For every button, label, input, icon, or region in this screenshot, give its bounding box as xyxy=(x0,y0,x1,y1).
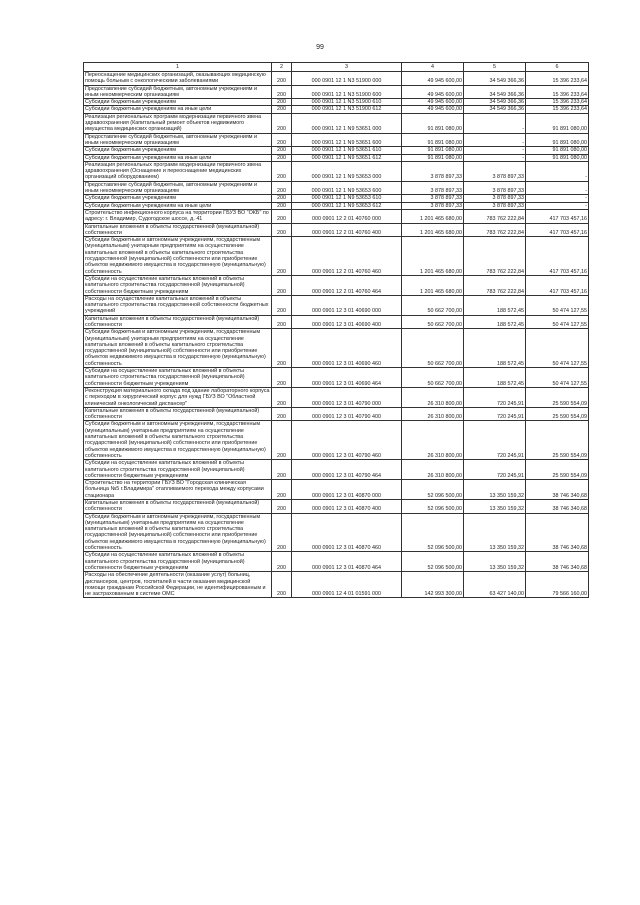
row-approved-cell: 142 993 300,00 xyxy=(402,572,464,598)
row-executed-cell: 13 350 159,32 xyxy=(464,513,526,552)
row-executed-cell: 720 245,91 xyxy=(464,421,526,460)
row-kbk-cell: 000 0901 12 3 01 40690 400 xyxy=(292,315,402,329)
row-kbk-cell: 000 0901 12 3 01 40690 000 xyxy=(292,295,402,315)
table-row xyxy=(84,237,589,276)
row-unexecuted-cell: 91 891 080,00 xyxy=(526,113,589,133)
row-kbk-cell: 000 0901 12 3 01 40870 460 xyxy=(292,513,402,552)
row-code-cell: 200 xyxy=(272,329,292,368)
row-name-cell: Капитальные вложения в объекты государственной (муниципальной) собственности xyxy=(84,407,272,421)
table-row xyxy=(84,513,589,552)
row-kbk-cell: 000 0901 12 2 01 40760 400 xyxy=(292,223,402,237)
row-approved-cell: 50 662 700,00 xyxy=(402,368,464,388)
row-approved-cell: 49 945 600,00 xyxy=(402,99,464,106)
row-name-cell: Субсидии бюджетным учреждениям xyxy=(84,99,272,106)
row-approved-cell: 91 891 080,00 xyxy=(402,154,464,161)
row-approved-cell: 49 945 600,00 xyxy=(402,106,464,113)
row-unexecuted-cell: 417 703 457,16 xyxy=(526,209,589,223)
row-unexecuted-cell: 38 746 340,68 xyxy=(526,552,589,572)
table-row xyxy=(84,209,589,223)
row-code-cell: 200 xyxy=(272,181,292,195)
row-name-cell: Расходы на обеспечение деятельности (оказание услуг) больниц, диспансеров, центров, госпиталей в части оказания медицинской помощи гражданам Российской Федерации, не идентифицированным и не застрахованным в системе ОМС xyxy=(84,572,272,598)
row-name-cell: Переоснащение медицинских организаций, оказывающих медицинскую помощь больным с онкологическими заболеваниями xyxy=(84,72,272,86)
row-name-cell: Предоставление субсидий бюджетным, автономным учреждениям и иным некоммерческим организациям xyxy=(84,181,272,195)
row-approved-cell: 26 310 800,00 xyxy=(402,387,464,407)
row-approved-cell: 91 891 080,00 xyxy=(402,133,464,147)
table-row xyxy=(84,147,589,154)
row-code-cell: 200 xyxy=(272,209,292,223)
table-row xyxy=(84,195,589,202)
row-unexecuted-cell: 38 746 340,68 xyxy=(526,513,589,552)
row-unexecuted-cell: 91 891 080,00 xyxy=(526,154,589,161)
table-row xyxy=(84,202,589,209)
row-name-cell: Капитальные вложения в объекты государственной (муниципальной) собственности xyxy=(84,223,272,237)
row-code-cell: 200 xyxy=(272,223,292,237)
row-code-cell: 200 xyxy=(272,295,292,315)
header-col-5: 5 xyxy=(464,63,526,72)
table-row xyxy=(84,161,589,181)
row-unexecuted-cell: 50 474 127,55 xyxy=(526,368,589,388)
row-executed-cell: - xyxy=(464,113,526,133)
row-code-cell: 200 xyxy=(272,113,292,133)
table-row xyxy=(84,572,589,598)
row-approved-cell: 49 945 600,00 xyxy=(402,85,464,99)
row-code-cell: 200 xyxy=(272,315,292,329)
row-unexecuted-cell: 50 474 127,55 xyxy=(526,295,589,315)
row-name-cell: Реализация региональных программ модернизации первичного звена здравоохранения (Капитальный ремонт объектов недвижимого имущества медицинских организаций) xyxy=(84,113,272,133)
row-code-cell: 200 xyxy=(272,407,292,421)
row-name-cell: Предоставление субсидий бюджетным, автономным учреждениям и иным некоммерческим организациям xyxy=(84,133,272,147)
row-kbk-cell: 000 0901 12 1 N3 51900 612 xyxy=(292,106,402,113)
row-executed-cell: 34 549 366,36 xyxy=(464,72,526,86)
row-kbk-cell: 000 0901 12 3 01 40690 464 xyxy=(292,368,402,388)
row-code-cell: 200 xyxy=(272,500,292,514)
table-row xyxy=(84,500,589,514)
row-unexecuted-cell: 91 891 080,00 xyxy=(526,147,589,154)
row-kbk-cell: 000 0901 12 1 N9 53653 600 xyxy=(292,181,402,195)
row-executed-cell: 720 245,91 xyxy=(464,407,526,421)
row-name-cell: Субсидии бюджетным и автономным учреждениям, государственным (муниципальным) унитарным предприятиям на осуществление капитальных вложений в объекты капитального строительства государственной (муниципальной) собственности или приобретение объектов недвижимого имущества в государственную (муниципальную) собственность xyxy=(84,237,272,276)
table-row xyxy=(84,295,589,315)
row-approved-cell: 49 945 600,00 xyxy=(402,72,464,86)
row-unexecuted-cell: 50 474 127,55 xyxy=(526,315,589,329)
row-name-cell: Реализация региональных программ модернизации первичного звена здравоохранения (Оснащение и переоснащение медицинских организаций оборудованием) xyxy=(84,161,272,181)
row-name-cell: Капитальные вложения в объекты государственной (муниципальной) собственности xyxy=(84,500,272,514)
row-executed-cell: 34 549 366,36 xyxy=(464,85,526,99)
table-row xyxy=(84,407,589,421)
table-row xyxy=(84,387,589,407)
table-header-row xyxy=(84,63,589,72)
table-row xyxy=(84,133,589,147)
row-approved-cell: 26 310 800,00 xyxy=(402,460,464,480)
row-unexecuted-cell: 38 746 340,68 xyxy=(526,480,589,500)
table-row xyxy=(84,275,589,295)
row-approved-cell: 52 096 500,00 xyxy=(402,513,464,552)
row-executed-cell: 720 245,91 xyxy=(464,387,526,407)
row-name-cell: Субсидии бюджетным учреждениям на иные цели xyxy=(84,154,272,161)
row-approved-cell: 52 096 500,00 xyxy=(402,480,464,500)
row-approved-cell: 1 201 465 680,00 xyxy=(402,237,464,276)
header-col-4: 4 xyxy=(402,63,464,72)
row-unexecuted-cell: - xyxy=(526,161,589,181)
row-approved-cell: 26 310 800,00 xyxy=(402,421,464,460)
table-row xyxy=(84,154,589,161)
row-name-cell: Субсидии бюджетным и автономным учреждениям, государственным (муниципальным) унитарным предприятиям на осуществление капитальных вложений в объекты капитального строительства государственной (муниципальной) собственности или приобретение объектов недвижимого имущества в государственную (муниципальную) собственность xyxy=(84,513,272,552)
row-code-cell: 200 xyxy=(272,99,292,106)
row-unexecuted-cell: 50 474 127,55 xyxy=(526,329,589,368)
row-code-cell: 200 xyxy=(272,368,292,388)
row-unexecuted-cell: 417 703 457,16 xyxy=(526,237,589,276)
row-code-cell: 200 xyxy=(272,161,292,181)
table-row xyxy=(84,99,589,106)
table-row xyxy=(84,368,589,388)
row-name-cell: Субсидии бюджетным учреждениям на иные цели xyxy=(84,202,272,209)
table-row xyxy=(84,552,589,572)
row-kbk-cell: 000 0901 12 2 01 40760 460 xyxy=(292,237,402,276)
header-col-6: 6 xyxy=(526,63,589,72)
row-kbk-cell: 000 0901 12 1 N9 53651 612 xyxy=(292,154,402,161)
row-executed-cell: - xyxy=(464,147,526,154)
table-row xyxy=(84,106,589,113)
row-name-cell: Субсидии на осуществление капитальных вложений в объекты капитального строительства государственной (муниципальной) собственности бюджетным учреждениям xyxy=(84,460,272,480)
row-code-cell: 200 xyxy=(272,106,292,113)
row-executed-cell: 3 878 897,33 xyxy=(464,195,526,202)
row-kbk-cell: 000 0901 12 3 01 40870 464 xyxy=(292,552,402,572)
row-code-cell: 200 xyxy=(272,147,292,154)
row-executed-cell: 63 427 140,00 xyxy=(464,572,526,598)
row-code-cell: 200 xyxy=(272,85,292,99)
row-code-cell: 200 xyxy=(272,421,292,460)
row-unexecuted-cell: 15 396 233,64 xyxy=(526,106,589,113)
row-code-cell: 200 xyxy=(272,552,292,572)
row-code-cell: 200 xyxy=(272,202,292,209)
row-code-cell: 200 xyxy=(272,237,292,276)
row-name-cell: Субсидии бюджетным учреждениям xyxy=(84,147,272,154)
row-executed-cell: 34 549 366,36 xyxy=(464,99,526,106)
budget-table xyxy=(83,62,589,598)
row-unexecuted-cell: 25 590 554,09 xyxy=(526,460,589,480)
row-approved-cell: 91 891 080,00 xyxy=(402,113,464,133)
header-col-3: 3 xyxy=(292,63,402,72)
row-approved-cell: 3 878 897,33 xyxy=(402,195,464,202)
row-unexecuted-cell: 15 396 233,64 xyxy=(526,85,589,99)
table-row xyxy=(84,72,589,86)
row-kbk-cell: 000 0901 12 1 N9 53653 610 xyxy=(292,195,402,202)
row-approved-cell: 26 310 800,00 xyxy=(402,407,464,421)
row-unexecuted-cell: 25 590 554,09 xyxy=(526,407,589,421)
row-executed-cell: 3 878 897,33 xyxy=(464,202,526,209)
row-kbk-cell: 000 0901 12 3 01 40870 000 xyxy=(292,480,402,500)
row-unexecuted-cell: 91 891 080,00 xyxy=(526,133,589,147)
row-name-cell: Субсидии бюджетным учреждениям на иные цели xyxy=(84,106,272,113)
row-approved-cell: 50 662 700,00 xyxy=(402,329,464,368)
row-approved-cell: 50 662 700,00 xyxy=(402,295,464,315)
row-code-cell: 200 xyxy=(272,133,292,147)
row-executed-cell: - xyxy=(464,154,526,161)
row-kbk-cell: 000 0901 12 3 01 40790 460 xyxy=(292,421,402,460)
row-code-cell: 200 xyxy=(272,460,292,480)
row-kbk-cell: 000 0901 12 1 N9 53653 612 xyxy=(292,202,402,209)
table-row xyxy=(84,480,589,500)
header-col-1: 1 xyxy=(84,63,272,72)
row-unexecuted-cell: 15 396 233,64 xyxy=(526,72,589,86)
row-executed-cell: 783 762 222,84 xyxy=(464,209,526,223)
row-approved-cell: 3 878 897,33 xyxy=(402,181,464,195)
row-name-cell: Расходы на осуществление капитальных вложений в объекты капитального строительства государственной собственности бюджетных учреждений xyxy=(84,295,272,315)
row-executed-cell: 720 245,91 xyxy=(464,460,526,480)
table-row xyxy=(84,460,589,480)
row-code-cell: 200 xyxy=(272,195,292,202)
row-unexecuted-cell: - xyxy=(526,202,589,209)
row-kbk-cell: 000 0901 12 1 N3 51900 610 xyxy=(292,99,402,106)
row-kbk-cell: 000 0901 12 1 N9 53651 610 xyxy=(292,147,402,154)
table-row xyxy=(84,223,589,237)
row-kbk-cell: 000 0901 12 1 N9 53651 000 xyxy=(292,113,402,133)
row-kbk-cell: 000 0901 12 1 N9 53653 000 xyxy=(292,161,402,181)
row-kbk-cell: 000 0901 12 1 N3 51900 000 xyxy=(292,72,402,86)
row-code-cell: 200 xyxy=(272,572,292,598)
row-approved-cell: 3 878 897,33 xyxy=(402,202,464,209)
row-approved-cell: 3 878 897,33 xyxy=(402,161,464,181)
row-approved-cell: 1 201 465 680,00 xyxy=(402,275,464,295)
row-code-cell: 200 xyxy=(272,387,292,407)
row-executed-cell: 3 878 897,33 xyxy=(464,161,526,181)
page-number: 99 xyxy=(316,44,324,51)
row-approved-cell: 50 662 700,00 xyxy=(402,315,464,329)
row-kbk-cell: 000 0901 12 3 01 40690 460 xyxy=(292,329,402,368)
row-code-cell: 200 xyxy=(272,275,292,295)
row-code-cell: 200 xyxy=(272,513,292,552)
row-approved-cell: 1 201 465 680,00 xyxy=(402,223,464,237)
row-executed-cell: 188 572,45 xyxy=(464,295,526,315)
table-row xyxy=(84,421,589,460)
row-name-cell: Субсидии на осуществление капитальных вложений в объекты капитального строительства государственной (муниципальной) собственности бюджетным учреждениям xyxy=(84,275,272,295)
row-unexecuted-cell: 25 590 554,09 xyxy=(526,387,589,407)
row-unexecuted-cell: - xyxy=(526,181,589,195)
row-kbk-cell: 000 0901 12 4 01 01591 000 xyxy=(292,572,402,598)
row-executed-cell: 34 549 366,36 xyxy=(464,106,526,113)
row-executed-cell: 3 878 897,33 xyxy=(464,181,526,195)
row-kbk-cell: 000 0901 12 3 01 40790 000 xyxy=(292,387,402,407)
row-code-cell: 200 xyxy=(272,154,292,161)
row-approved-cell: 91 891 080,00 xyxy=(402,147,464,154)
row-unexecuted-cell: - xyxy=(526,195,589,202)
row-unexecuted-cell: 417 703 457,16 xyxy=(526,223,589,237)
row-executed-cell: 783 762 222,84 xyxy=(464,275,526,295)
row-kbk-cell: 000 0901 12 2 01 40760 464 xyxy=(292,275,402,295)
row-approved-cell: 52 096 500,00 xyxy=(402,500,464,514)
row-unexecuted-cell: 15 396 233,64 xyxy=(526,99,589,106)
row-unexecuted-cell: 25 590 554,09 xyxy=(526,421,589,460)
row-executed-cell: - xyxy=(464,133,526,147)
row-kbk-cell: 000 0901 12 3 01 40790 464 xyxy=(292,460,402,480)
row-name-cell: Предоставление субсидий бюджетным, автономным учреждениям и иным некоммерческим организациям xyxy=(84,85,272,99)
row-kbk-cell: 000 0901 12 3 01 40790 400 xyxy=(292,407,402,421)
row-executed-cell: 188 572,45 xyxy=(464,329,526,368)
row-unexecuted-cell: 417 703 457,16 xyxy=(526,275,589,295)
row-executed-cell: 13 350 159,32 xyxy=(464,480,526,500)
row-kbk-cell: 000 0901 12 1 N9 53651 600 xyxy=(292,133,402,147)
table-row xyxy=(84,181,589,195)
table-row xyxy=(84,113,589,133)
table-row xyxy=(84,315,589,329)
row-unexecuted-cell: 79 566 160,00 xyxy=(526,572,589,598)
row-approved-cell: 1 201 465 680,00 xyxy=(402,209,464,223)
header-col-2: 2 xyxy=(272,63,292,72)
row-kbk-cell: 000 0901 12 2 01 40760 000 xyxy=(292,209,402,223)
row-executed-cell: 188 572,45 xyxy=(464,368,526,388)
table-row xyxy=(84,85,589,99)
row-unexecuted-cell: 38 746 340,68 xyxy=(526,500,589,514)
row-executed-cell: 783 762 222,84 xyxy=(464,237,526,276)
row-name-cell: Субсидии бюджетным учреждениям xyxy=(84,195,272,202)
row-name-cell: Строительство на территории ГБУЗ ВО "Городская клиническая больница №5 г.Владимира" отапливаемого перехода между корпусами стационара xyxy=(84,480,272,500)
row-executed-cell: 783 762 222,84 xyxy=(464,223,526,237)
row-name-cell: Субсидии бюджетным и автономным учреждениям, государственным (муниципальным) унитарным предприятиям на осуществление капитальных вложений в объекты капитального строительства государственной (муниципальной) собственности или приобретение объектов недвижимого имущества в государственную (муниципальную) собственность xyxy=(84,421,272,460)
row-executed-cell: 13 350 159,32 xyxy=(464,552,526,572)
table-row xyxy=(84,329,589,368)
row-name-cell: Субсидии бюджетным и автономным учреждениям, государственным (муниципальным) унитарным предприятиям на осуществление капитальных вложений в объекты капитального строительства государственной (муниципальной) собственности или приобретение объектов недвижимого имущества в государственную (муниципальную) собственность xyxy=(84,329,272,368)
row-name-cell: Капитальные вложения в объекты государственной (муниципальной) собственности xyxy=(84,315,272,329)
row-code-cell: 200 xyxy=(272,72,292,86)
row-kbk-cell: 000 0901 12 3 01 40870 400 xyxy=(292,500,402,514)
row-name-cell: Субсидии на осуществление капитальных вложений в объекты капитального строительства государственной (муниципальной) собственности бюджетным учреждениям xyxy=(84,552,272,572)
row-approved-cell: 52 096 500,00 xyxy=(402,552,464,572)
row-executed-cell: 13 350 159,32 xyxy=(464,500,526,514)
row-executed-cell: 188 572,45 xyxy=(464,315,526,329)
row-name-cell: Реконструкция материального склада под здание лабораторного корпуса с переходом в хирургический корпус для нужд ГБУЗ ВО "Областной клинический онкологический диспансер" xyxy=(85,387,270,407)
row-name-cell: Субсидии на осуществление капитальных вложений в объекты капитального строительства государственной (муниципальной) собственности бюджетным учреждениям xyxy=(84,368,272,388)
row-code-cell: 200 xyxy=(272,480,292,500)
row-name-cell: Строительство инфекционного корпуса на территории ГБУЗ ВО "ОКБ" по адресу: г. Владимир, Судогодское шоссе, д. 41 xyxy=(84,209,272,223)
row-kbk-cell: 000 0901 12 1 N3 51900 600 xyxy=(292,85,402,99)
